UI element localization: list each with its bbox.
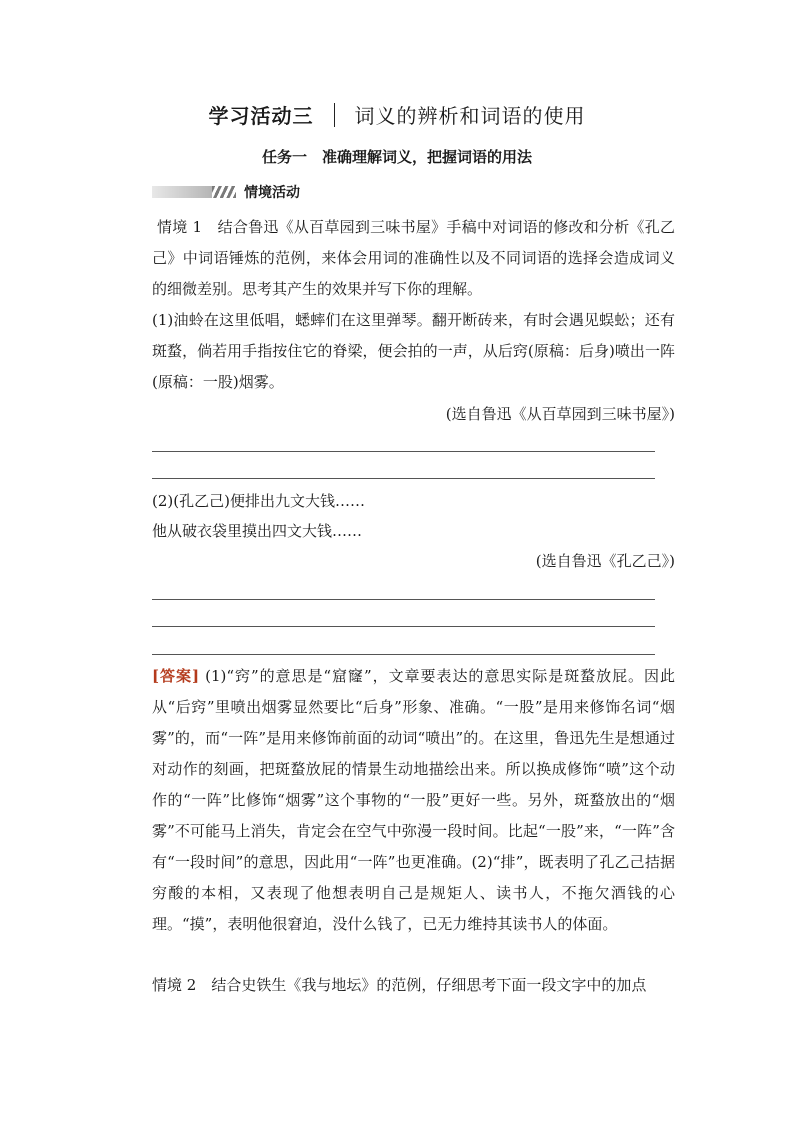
title-divider: [334, 103, 335, 127]
scene1-label: 情境 1: [157, 218, 203, 236]
q2-line-1: (2)(孔乙己)便排出九文大钱……: [152, 492, 365, 510]
q1-source: (选自鲁迅《从百草园到三味书屋》): [445, 405, 675, 423]
answer-line: [152, 599, 655, 600]
q2-source: (选自鲁迅《孔乙己》): [535, 552, 675, 570]
answer-line: [152, 478, 655, 479]
section-title: 情境活动: [244, 185, 300, 201]
scene2-intro: [152, 970, 675, 1001]
scene1-intro: [152, 212, 675, 305]
activity-title: 学习活动三: [208, 104, 314, 128]
q2-line-2: 他从破衣袋里摸出四文大钱……: [152, 522, 363, 540]
scene2-intro-text: 结合史铁生《我与地坛》的范例，仔细思考下面一段文字中的加点: [211, 976, 647, 994]
scene1-intro-text: 结合鲁迅《从百草园到三味书屋》手稿中对词语的修改和分析《孔乙己》中词语锤炼的范例，来体会用词的准确性以及不同词语的选择会造成词义的细微差别。思考其产生的效果并写下你的理解。: [152, 218, 675, 298]
answer-line: [152, 451, 655, 452]
page-title: [0, 100, 794, 129]
answer-line: [152, 654, 655, 655]
section-header: [152, 184, 300, 200]
task-heading: 任务一 准确理解词义，把握词语的用法: [261, 148, 532, 166]
section-bar-icon: [152, 186, 212, 198]
answer-line: [152, 626, 655, 627]
answer-text: (1)“窍”的意思是“窟窿”，文章要表达的意思实际是斑蝥放屁。因此从“后窍”里喷出烟雾显然要比“后身”形象、准确。“一股”是用来修饰名词“烟雾”的，而“一阵”是用来修饰前面的动词“喷出”的。在这里，鲁迅先生是想通过对动作的刻画，把斑蝥放屁的情景生动地描绘出来。所以换成修饰“喷”这个动作的“一阵”比修饰“烟雾”这个事物的“一股”更好一些。另外，斑蝥放出的“烟雾”不可能马上消失，肯定会在空气中弥漫一段时间。比起“一股”来，“一阵”含有“一段时间”的意思，因此用“一阵”也更准确。(2)“排”，既表明了孔乙己拮据穷酸的本相，又表现了他想表明自己是规矩人、读书人，不拖欠酒钱的心理。“摸”，表明他很窘迫，没什么钱了，已无力维持其读书人的体面。: [152, 667, 675, 933]
slash-marks-icon: [212, 186, 236, 198]
answer-tag: [答案]: [152, 667, 200, 685]
scene2-label: 情境 2: [152, 976, 197, 994]
activity-subtitle: 词义的辨析和词语的使用: [354, 104, 586, 128]
scene1-question-1: (1)油蛉在这里低唱，蟋蟀们在这里弹琴。翻开断砖来，有时会遇见蜈蚣；还有斑蝥，倘若用手指按住它的脊梁，便会拍的一声，从后窍(原稿：后身)喷出一阵(原稿：一股)烟雾。: [152, 311, 675, 391]
answer-block: [152, 661, 675, 940]
